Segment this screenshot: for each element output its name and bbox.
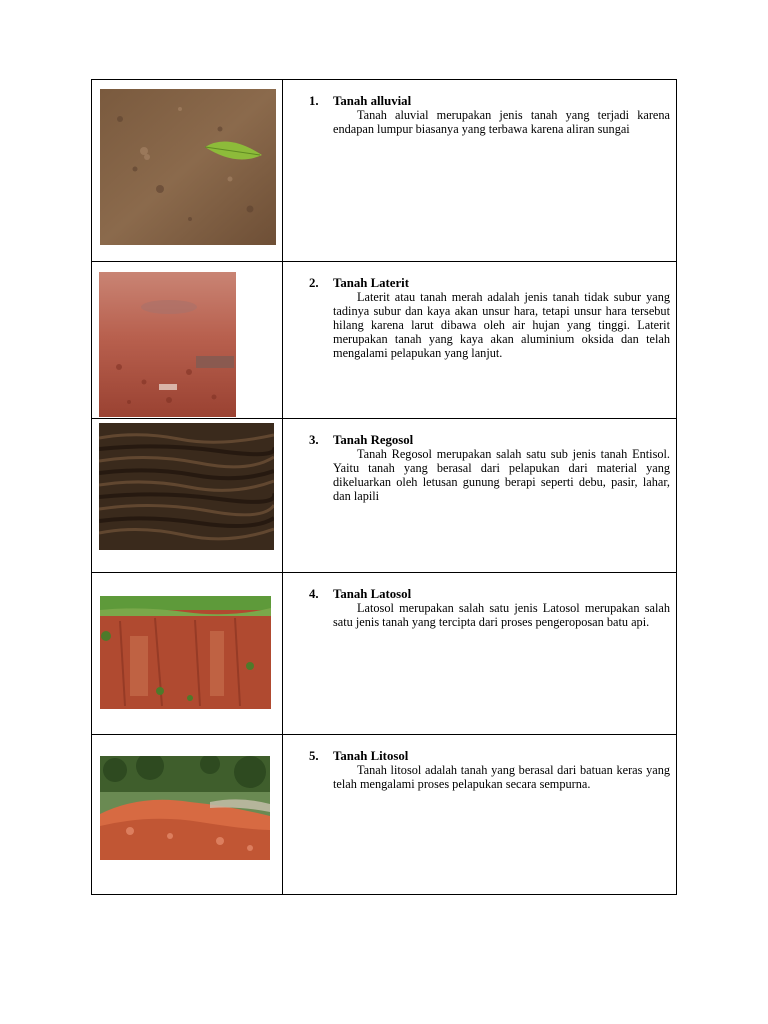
- entry-title: Tanah Laterit: [333, 276, 409, 290]
- soil-entry: [309, 587, 670, 629]
- entry-heading: [309, 587, 670, 601]
- table-row: [92, 418, 676, 572]
- image-cell: [92, 262, 283, 418]
- table-row: [92, 80, 676, 261]
- soil-entry: [309, 94, 670, 136]
- entry-number: 1.: [309, 94, 319, 108]
- soil-entry: [309, 276, 670, 360]
- table-row: [92, 261, 676, 418]
- image-cell: [92, 419, 283, 572]
- soil-entry: [309, 749, 670, 791]
- entry-description: Tanah Regosol merupakan salah satu sub jenis tanah Entisol. Yaitu tanah yang berasal dari pelapukan dari material yang dikeluarkan oleh letusan gunung berapi seperti debu, pasir, lahar, dan lapili: [333, 447, 670, 503]
- entry-heading: [309, 433, 670, 447]
- laterite-soil-photo: [99, 272, 236, 417]
- entry-heading: [309, 749, 670, 763]
- text-cell: [283, 735, 676, 894]
- entry-title: Tanah Regosol: [333, 433, 414, 447]
- entry-description: Tanah aluvial merupakan jenis tanah yang terjadi karena endapan lumpur biasanya yang terbawa karena aliran sungai: [333, 108, 670, 136]
- entry-heading: [309, 94, 670, 108]
- entry-description: Latosol merupakan salah satu jenis Latosol merupakan salah satu jenis tanah yang tercipta dari proses pengeroposan batu api.: [333, 601, 670, 629]
- table-row: [92, 734, 676, 894]
- soil-types-table: [91, 79, 677, 895]
- text-cell: [283, 80, 676, 261]
- entry-heading: [309, 276, 670, 290]
- entry-number: 2.: [309, 276, 319, 290]
- entry-title: Tanah alluvial: [333, 94, 412, 108]
- entry-number: 5.: [309, 749, 319, 763]
- image-cell: [92, 735, 283, 894]
- table-row: [92, 572, 676, 734]
- text-cell: [283, 419, 676, 572]
- image-cell: [92, 573, 283, 734]
- text-cell: [283, 573, 676, 734]
- soil-entry: [309, 433, 670, 503]
- latosol-soil-photo: [100, 596, 271, 709]
- image-cell: [92, 80, 283, 261]
- regosol-soil-photo: [99, 423, 274, 550]
- entry-title: Tanah Litosol: [333, 749, 409, 763]
- entry-title: Tanah Latosol: [333, 587, 412, 601]
- entry-description: Tanah litosol adalah tanah yang berasal dari batuan keras yang telah mengalami proses pelapukan secara sempurna.: [333, 763, 670, 791]
- entry-description: Laterit atau tanah merah adalah jenis tanah tidak subur yang tadinya subur dan kaya akan unsur hara, tetapi unsur hara tersebut hilang karena larut dibawa oleh air hujan yang tinggi. Laterit merupakan tanah yang kaya akan aluminium oksida dan telah mengalami pelapukan yang lanjut.: [333, 290, 670, 360]
- entry-number: 3.: [309, 433, 319, 447]
- entry-number: 4.: [309, 587, 319, 601]
- litosol-soil-photo: [100, 756, 270, 860]
- text-cell: [283, 262, 676, 418]
- alluvial-soil-photo: [100, 89, 276, 245]
